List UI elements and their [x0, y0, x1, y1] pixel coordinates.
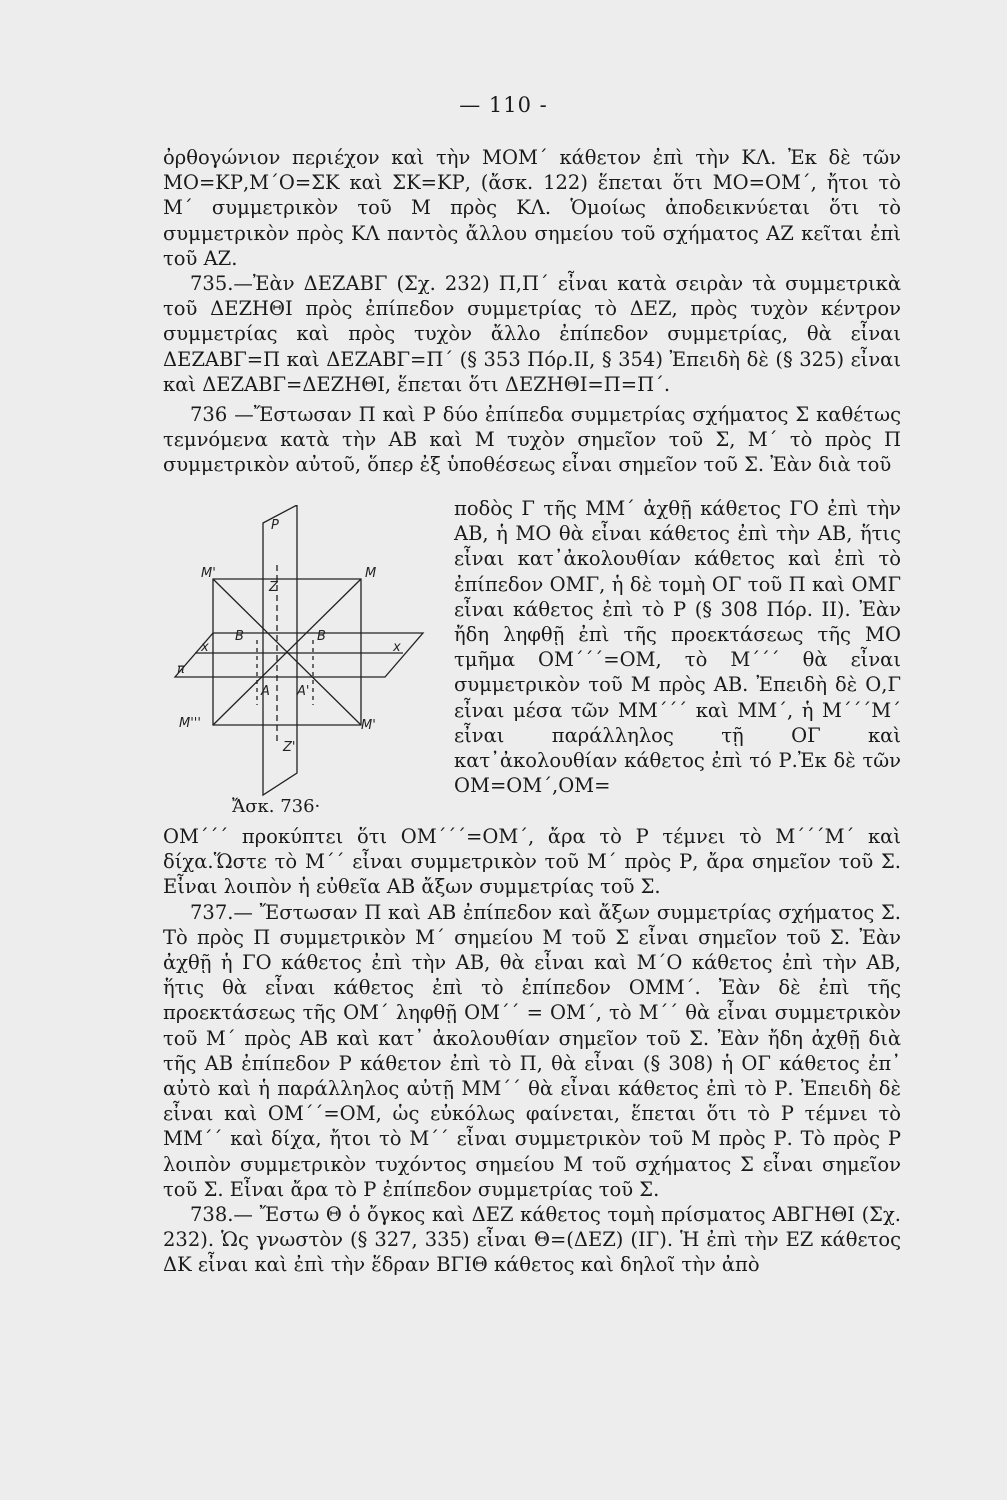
text-beside-figure: ποδὸς Γ τῆς ΜΜ΄ ἀχθῇ κάθετος ΓΟ ἐπὶ τὴν ΑΒ, ἡ ΜΟ θὰ εἶναι κάθετος ἐπὶ τὴν ΑΒ, ἥτις εἶναι κατ᾽ἀκολουθίαν κάθετος καὶ ἐπὶ τὸ ἐπίπεδον ΟΜΓ, ἡ δὲ τομὴ ΟΓ τοῦ Π καὶ ΟΜΓ εἶναι κάθετος ἐπὶ τὸ Ρ (§ 308 Πόρ. ΙΙ). Ἐὰν ἤδη ληφθῇ ἐπὶ τῆς προεκτάσεως τῆς ΜΟ τμῆμα ΟΜ΄΄΄=ΟΜ, τὸ Μ΄΄΄ θὰ εἶναι συμμετρικὸν τοῦ Μ πρὸς ΑΒ. Ἐπειδὴ δὲ Ο,Γ εἶναι μέσα τῶν ΜΜ΄΄΄ καὶ ΜΜ΄, ἡ Μ΄΄΄Μ΄ εἶναι παράλληλος τῇ ΟΓ καὶ κατ᾽ἀκολουθίαν κάθετος ἐπὶ τό Ρ.Ἐκ δὲ τῶν ΟΜ=ΟΜ΄,ΟΜ= — [454, 497, 901, 798]
label-pi: π — [177, 662, 185, 677]
paragraph: ὀρθογώνιον περιέχον καὶ τὴν ΜΟΜ΄ κάθετον ἐπὶ τὴν ΚΛ. Ἐκ δὲ τῶν ΜΟ=ΚΡ,Μ΄Ο=ΣΚ καὶ ΣΚ=ΚΡ, (ἄσκ. 122) ἕπεται ὅτι ΜΟ=ΟΜ΄, ἤτοι τὸ Μ΄ συμμετρικὸν τοῦ Μ πρὸς ΚΛ. Ὁμοίως ἀποδεικνύεται ὅτι τὸ συμμετρικὸν πρὸς ΚΛ παντὸς ἄλλου σημείου τοῦ σχήματος ΑΖ κεῖται ἐπὶ τοῦ ΑΖ. — [163, 146, 901, 270]
paragraph-738: 738.— Ἔστω Θ ὁ ὄγκος καὶ ΔΕΖ κάθετος τομὴ πρίσματος ΑΒΓΗΘΙ (Σχ. 232). Ὡς γνωστὸν (§ 327, 335) εἶναι Θ=(ΔΕΖ) (ΙΓ). Ἡ ἐπὶ τὴν ΕΖ κάθετος ΔΚ εἶναι καὶ ἐπὶ τὴν ἕδραν ΒΓΙΘ κάθετος καὶ δηλοῖ τὴν ἀπὸ — [163, 1203, 901, 1277]
label-x-left: x — [201, 640, 209, 655]
label-a: A — [261, 684, 270, 699]
label-z: Z — [269, 580, 278, 595]
paragraph-735: 735.—Ἐὰν ΔΕΖΑΒΓ (Σχ. 232) Π,Π΄ εἶναι κατὰ σειρὰν τὰ συμμετρικὰ τοῦ ΔΕΖΗΘΙ πρὸς ἐπίπεδον συμμετρίας τὸ ΔΕΖ, πρὸς τυχὸν κέντρον συμμετρίας καὶ πρὸς τυχὸν ἄλλο ἐπίπεδον συμμετρίας, θὰ εἶναι ΔΕΖΑΒΓ=Π καὶ ΔΕΖΑΒΓ=Π΄ (§ 353 Πόρ.ΙΙ, § 354) Ἐπειδὴ δὲ (§ 325) εἶναι καὶ ΔΕΖΑΒΓ=ΔΕΖΗΘΙ, ἕπεται ὅτι ΔΕΖΗΘΙ=Π=Π΄. — [163, 272, 901, 396]
label-a-prime: A' — [297, 684, 310, 699]
figure-caption: Ἄσκ. 736· — [232, 796, 321, 817]
label-b: B — [317, 629, 326, 644]
label-z-prime: Z' — [283, 740, 296, 755]
paragraph-736: 736 —Ἔστωσαν Π καὶ Ρ δύο ἐπίπεδα συμμετρίας σχήματος Σ καθέτως τεμνόμενα κατὰ τὴν ΑΒ καὶ Μ τυχὸν σημεῖον τοῦ Σ, Μ΄ τὸ πρὸς Π συμμετρικὸν αὐτοῦ, ὅπερ ἐξ ὑποθέσεως εἶναι σημεῖον τοῦ Σ. Ἐὰν διὰ τοῦ — [163, 403, 901, 477]
label-m-prime: M' — [201, 566, 216, 581]
paragraph-cont: ΟΜ΄΄΄ προκύπτει ὅτι ΟΜ΄΄΄=ΟΜ΄, ἄρα τὸ Ρ τέμνει τὸ Μ΄΄΄Μ΄ καὶ δίχα.Ὥστε τὸ Μ΄΄ εἶναι συμμετρικὸν τοῦ Μ΄ πρὸς Ρ, ἄρα σημεῖον τοῦ Σ. Εἶναι λοιπὸν ἡ εὐθεῖα ΑΒ ἄξων συμμετρίας τοῦ Σ. — [163, 825, 901, 899]
geometry-diagram — [165, 505, 447, 803]
text-block-736-intro — [163, 402, 901, 478]
figure-736 — [165, 505, 447, 803]
label-x-right: x — [393, 640, 401, 655]
text-block-bottom — [163, 824, 901, 1278]
paragraph-737: 737.— Ἔστωσαν Π καὶ ΑΒ ἐπίπεδον καὶ ἄξων συμμετρίας σχήματος Σ. Τὸ πρὸς Π συμμετρικὸν Μ΄ σημείου Μ τοῦ Σ εἶναι σημεῖον τοῦ Σ. Ἐὰν ἀχθῇ ἡ ΓΟ κάθετος ἐπὶ τὴν ΑΒ, θὰ εἶναι καὶ Μ΄Ο κάθετος ἐπὶ τὴν ΑΒ, ἥτις θὰ εἶναι κάθετος ἐπὶ τὸ ἐπίπεδον ΟΜΜ΄. Ἐὰν δὲ ἐπὶ τῆς προεκτάσεως τῆς ΟΜ΄ ληφθῇ ΟΜ΄΄ = ΟΜ΄, τὸ Μ΄΄ θὰ εἶναι συμμετρικὸν τοῦ Μ΄ πρὸς ΑΒ καὶ κατ᾽ ἀκολουθίαν σημεῖον τοῦ Σ. Ἐὰν ἤδη ἀχθῇ διὰ τῆς ΑΒ ἐπίπεδον Ρ κάθετον ἐπὶ τὸ Π, θὰ εἶναι (§ 308) ἡ ΟΓ κάθετος ἐπ᾽ αὐτὸ καὶ ἡ παράλληλος αὐτῇ ΜΜ΄΄ θὰ εἶναι κάθετος ἐπὶ τὸ Ρ. Ἐπειδὴ δὲ εἶναι καὶ ΟΜ΄΄=ΟΜ, ὡς εὐκόλως φαίνεται, ἕπεται ὅτι τὸ Ρ τέμνει τὸ ΜΜ΄΄ καὶ δίχα, ἤτοι τὸ Μ΄΄ εἶναι συμμετρικὸν τοῦ Μ πρὸς Ρ. Τὸ πρὸς Ρ λοιπὸν συμμετρικὸν τυχόντος σημείου Μ τοῦ σχήματος Σ εἶναι σημεῖον τοῦ Σ. Εἶναι ἄρα τὸ Ρ ἐπίπεδον συμμετρίας τοῦ Σ. — [163, 900, 901, 1201]
label-p: P — [271, 518, 279, 533]
label-b-left: B — [235, 629, 244, 644]
label-m-prime-2: M' — [361, 718, 376, 733]
label-m-triple: M''' — [179, 716, 201, 731]
page-number: — 110 - — [459, 93, 548, 117]
label-m: M — [365, 566, 377, 581]
text-block-top — [163, 145, 901, 397]
